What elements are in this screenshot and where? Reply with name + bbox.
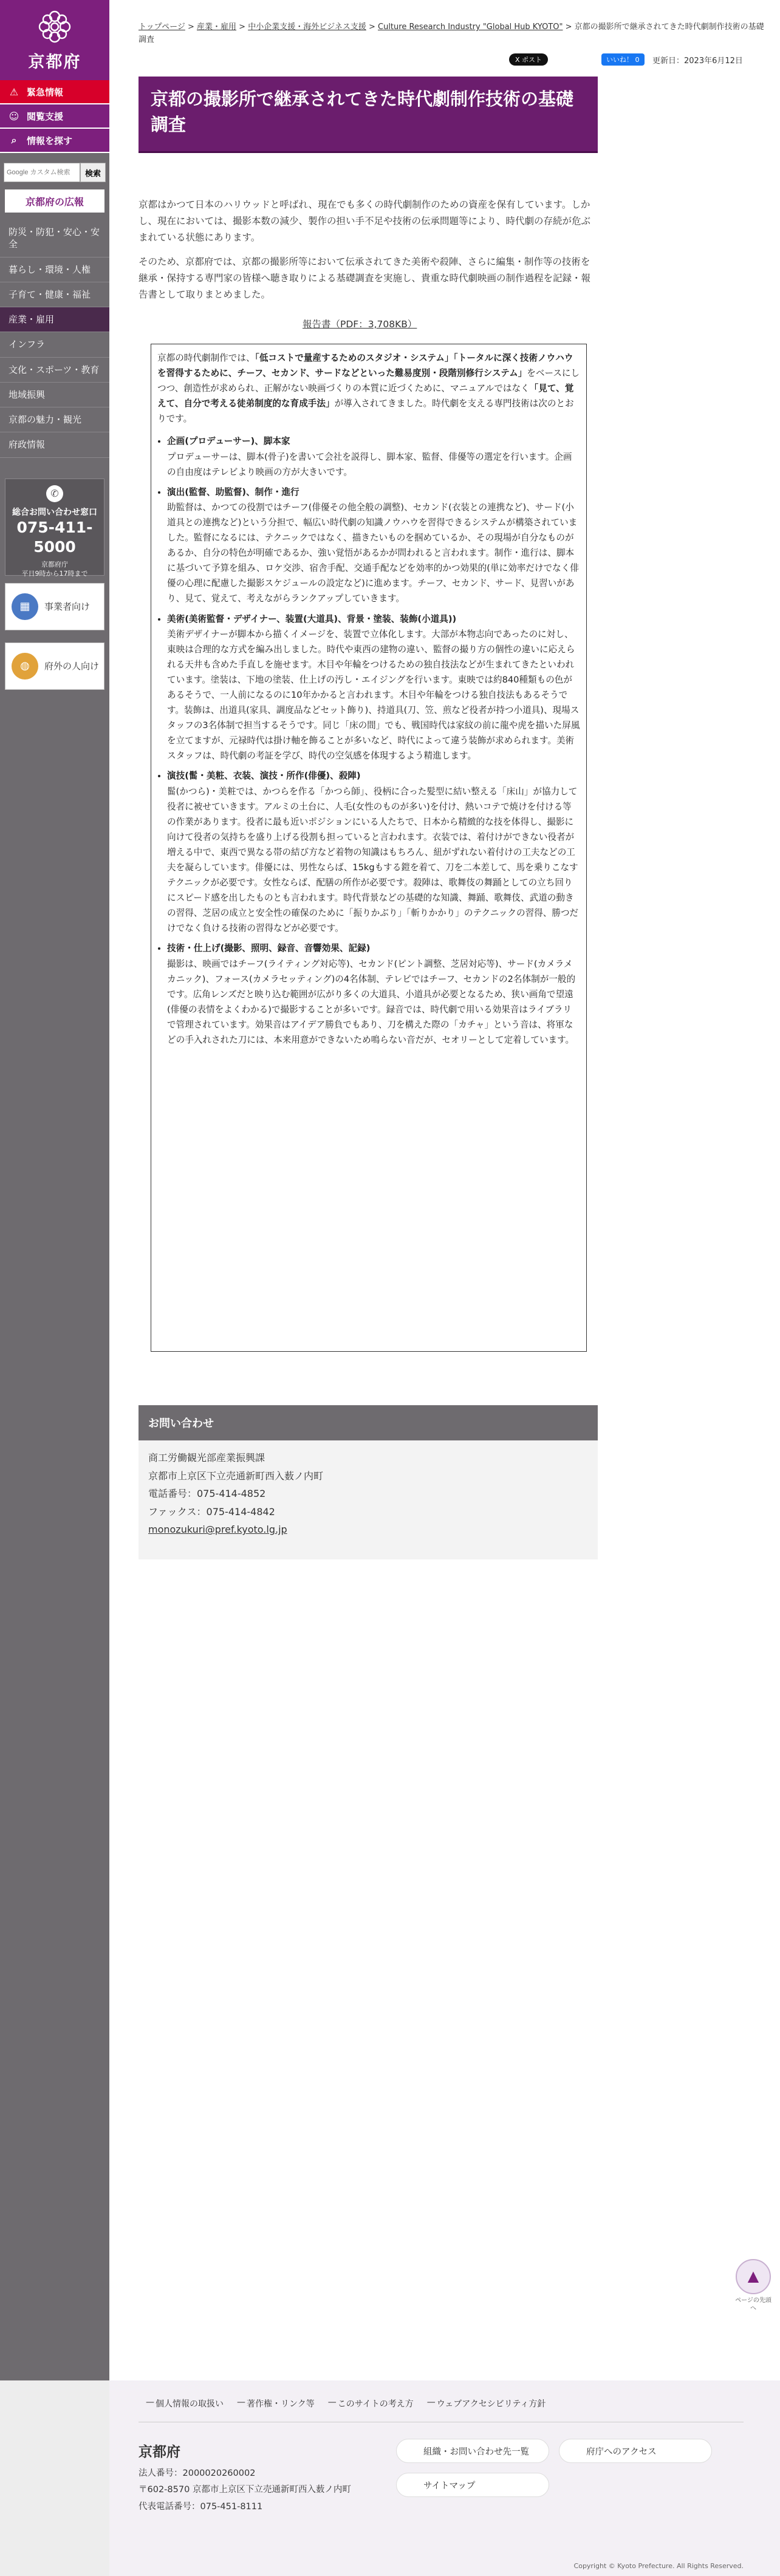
footer-link-policy[interactable]: — このサイトの考え方 (328, 2397, 414, 2410)
search-icon: ⌕ (11, 134, 17, 146)
category-living[interactable] (0, 257, 109, 282)
footer-links (146, 2397, 546, 2410)
sidebar (0, 0, 109, 2380)
report-pdf-link[interactable]: 報告書（PDF：3,708KB） (303, 319, 417, 330)
emergency-info-label: 緊急情報 (27, 86, 64, 98)
category-childcare[interactable] (0, 282, 109, 307)
item-body: プロデューサーは、脚本(骨子)を書いて会社を説得し、脚本家、監督、俳優等の選定を行います。企画の自由度はテレビより映画の方が大きいです。 (167, 451, 572, 477)
contact-note (5, 560, 104, 579)
footer-rep-tel: 代表電話番号：075-451-8111 (139, 2501, 263, 2512)
breadcrumb-top[interactable]: トップページ (139, 22, 185, 32)
sitemap-button[interactable]: サイトマップ (396, 2473, 549, 2497)
details-intro-emphasis: 「低コストで量産するためのスタジオ・システム」「トータルに深く技術ノウハウを習得するために、チーフ、セカンド、サードなどといった難易度別・段階別修行システム」 (157, 353, 573, 379)
page-title: 京都の撮影所で継承されてきた時代劇制作技術の基礎調査 (139, 77, 598, 153)
inquiry-department: 商工労働観光部産業振興課 (148, 1452, 265, 1463)
details-intro (157, 350, 580, 426)
footer-link-privacy[interactable]: — 個人情報の取扱い (146, 2397, 224, 2410)
category-nav (0, 220, 109, 458)
person-icon: ☺ (9, 110, 19, 122)
category-label: 文化・スポーツ・教育 (9, 364, 100, 375)
reading-support-label: 閲覧支援 (27, 111, 64, 122)
inquiry-heading: お問い合わせ (139, 1405, 598, 1440)
contact-note-hours: 平日9時から17時まで (21, 569, 88, 578)
main-content (109, 0, 780, 2380)
technique-list (157, 434, 580, 1048)
footer-organization (139, 2439, 351, 2515)
page-top-label: ページの先頭へ (735, 2297, 771, 2312)
for-business-link[interactable] (5, 583, 104, 630)
inquiry-info (139, 1440, 598, 1559)
inquiry-address: 京都市上京区下立売通新町西入薮ノ内町 (148, 1470, 324, 1482)
contact-number: 075-411-5000 (16, 518, 93, 556)
footer-link-copyright[interactable]: — 著作権・リンク等 (237, 2397, 315, 2410)
breadcrumb: トップページ > 産業・雇用 > 中小企業支援・海外ビジネス支援 > Culture Research Industry "Global Hub KYOTO" > 京都の撮影所で継承されてきた時代劇制作技術の基礎調査 (139, 22, 764, 45)
category-label: 暮らし・環境・人権 (9, 264, 91, 275)
public-relations-link[interactable]: 京都府の広報 (5, 189, 104, 213)
category-label: インフラ (9, 339, 46, 350)
details-intro-emphasis: 「見て、覚えて、自分で考える徒弟制度的な育成手法」 (157, 383, 574, 409)
page-top-button[interactable] (735, 2259, 771, 2312)
category-regional[interactable] (0, 383, 109, 407)
category-label: 子育て・健康・福祉 (9, 288, 91, 300)
item-body: 撮影は、映画ではチーフ(ライティング対応等)、セカンド(ピント調整、芝居対応等)、サード(カメラメカニック)、フォース(カメラセッティング)の4名体制、テレビではチーフ、セカンドの2名体制が一般的です。広角レンズだと映り込む範囲が広がり多くの大道具、小道具が必要となるため、狭い画角で望遠(俳優の表情をよくわかる)で撮影することが多いです。録音では、時代劇で用いる効果音はライブラリで管理されています。効果音はアイデア勝負でもあり、刀を構えた際の「カチャ」という音は、将軍などの手入れされた刀には、本来用意ができないため鳴らない音だが、セオリーとして定着しています。 (167, 958, 576, 1046)
details-intro-text: 京都の時代劇制作では、 (157, 353, 255, 363)
details-intro-text: が導入されてきました。時代劇を支える専門技術は次のとおりです。 (157, 398, 574, 424)
mascot-icon: ▲ (736, 2259, 771, 2294)
intro-paragraph: 京都はかつて日本のハリウッドと呼ばれ、現在でも多くの時代劇制作のための資産を保有しています。しかし、現在においては、撮影本数の減少、製作の担い手不足や技術の伝承問題等により、時代劇の存続が危ぶまれている状態にあります。 (139, 199, 591, 244)
item-heading: • 技術・仕上げ(撮影、照明、録音、音響効果、記録) (167, 943, 371, 954)
footer-link-accessibility[interactable]: — ウェブアクセシビリティ方針 (427, 2397, 546, 2410)
item-heading: • 企画(プロデューサー)、脚本家 (167, 436, 290, 447)
category-tourism[interactable] (0, 407, 109, 432)
globe-icon: ◍ (12, 653, 38, 680)
item-body: 髷(かつら)・美粧では、かつらを作る「かつら師」、役柄に合った髪型に結い整える「床山」が協力して役者に被せていきます。アルミの土台に、人毛(女性のものが多い)を付け、熱いコテで焼けを付ける等の作業があります。役者に最も近いポジションにいる人たちで、日本から精緻的な技を体得し、撮影に向けて役者の気持ちを盛り上げる役割も担っていると言われます。衣装では、着付けができない役者が増える中で、東西で異なる帯の結び方など着物の知識はもちろん、紐がずれない着付けの工夫などの工夫を凝らしています。俳優には、男性ならば、15kgもする鎧を着て、刀を二本差して、馬を乗りこなすテクニックが必要です。女性ならば、配膳の所作が必要です。殺陣は、歌舞伎の舞踊としての立ち回りにスピード感を出したものとも言われます。時代背景などの基礎的な知識、舞踊、歌舞伎、武道の動きの習得、芝居の成立と安全性の確保のために「振りかぶり」「斬りかかり」のテクニックの習得、勝つだけでなく負ける技術の習得などが必要です。 (167, 786, 579, 934)
site-logo[interactable] (0, 0, 109, 80)
category-industry[interactable] (0, 307, 109, 332)
find-info-label: 情報を探す (27, 135, 73, 146)
kyoto-crest-icon (36, 9, 73, 45)
phone-icon: ✆ (46, 485, 63, 502)
breadcrumb-current: 京都の撮影所で継承されてきた時代劇制作技術の基礎調査 (139, 22, 764, 45)
list-item (167, 434, 580, 479)
footer-name: 京都府 (139, 2444, 180, 2460)
footer (109, 2380, 780, 2576)
site-name: 京都府 (28, 52, 81, 72)
technique-details (151, 344, 587, 1352)
for-visitors-link[interactable] (5, 642, 104, 690)
inquiry-email-link[interactable]: monozukuri@pref.kyoto.lg.jp (148, 1524, 287, 1536)
inquiry-tel: 電話番号：075-414-4852 (148, 1488, 266, 1500)
item-heading: • 演出(監督、助監督)、制作・進行 (167, 486, 299, 497)
category-label: 地域振興 (9, 389, 46, 400)
find-info-button[interactable] (0, 129, 109, 153)
emergency-info-button[interactable] (0, 80, 109, 104)
org-list-button[interactable]: 組織・お問い合わせ先一覧 (396, 2439, 549, 2463)
category-label: 府政情報 (9, 439, 46, 451)
business-icon: ▦ (12, 593, 38, 620)
copyright: Copyright © Kyoto Prefecture. All Rights Reserved. (573, 2562, 744, 2570)
share-buttons (509, 53, 645, 66)
intro-paragraph: そのため、京都府では、京都の撮影所等において伝承されてきた美術や殺陣、さらに編集・制作等の技術を継承・保持する専門家の皆様へ聴き取りによる基礎調査を実施し、貴重な時代劇映画の制作過程を記録・報告書として取りまとめました。 (139, 256, 591, 301)
category-government[interactable] (0, 432, 109, 457)
item-heading: • 美術(美術監督・デザイナー、装置(大道具)、背景・塗装、装飾(小道具)) (167, 613, 457, 624)
access-button[interactable]: 府庁へのアクセス (559, 2439, 712, 2463)
item-body: 美術デザイナーが脚本から描くイメージを、装置で立体化します。大部が本物志向であったのに対し、東映は合理的な方式を編み出しました。時代や東西の建物の違い、監督の撮り方の個性の違いに応えられる天井も含めた手直しを施せます。木目や年輪をつけるための独自技法などが生まれてきたといわれています。塗装は、下地の塗装、仕上げの汚し・エイジングを行います。東映では約840種類もの色があるそうで、一人前になるのに10年かかると言われます。木目や年輪をつける独自技法もあるそうです。装飾は、出道具(家具、調度品などセット飾り)、持道具(刀、笠、煎など役者が持つ小道具)、現場スタッフの3名体制で担当するそうです。同じ「床の間」でも、戦国時代は家紋の前に龍や虎を描いた屏風を立てますが、元禄時代は掛け軸を飾ることが多いなど、時代によって違う装飾が求められます。美術スタッフは、時代劇の考証を学び、時代の空気感を体現するよう精進します。 (167, 629, 580, 762)
category-label: 産業・雇用 (9, 314, 55, 325)
category-label: 防災・防犯・安心・安全 (9, 227, 100, 250)
item-body: 助監督は、かつての役割ではチーフ(俳優その他全般の調整)、セカンド(衣装との連携など)、サード(小道具との連携など)という分担で、幅広い時代劇の知識ノウハウを習得できるシステムが構築されていました。監督になるには、テクニックではなく、描きたいものを掴めているか、その現場が自分なものがあるか、自分の特色が明確であるか、強い覚悟があるかが問われると言われます。制作・進行は、脚本に基づいて予算を組み、ロケ交渉、宿舎手配、交通手配などを効率的かつ効果的(単に効率だけでなく俳優の心理に配慮した撮影スケジュールの設定など)に進めます。チーフ、セカンド、サード、見習いがあり、見て、覚えて、考えながらランクアップしていきます。 (167, 502, 579, 604)
warning-icon: ⚠ (9, 86, 19, 98)
for-visitors-label: 府外の人向け (44, 661, 100, 672)
category-infrastructure[interactable] (0, 332, 109, 357)
search-button[interactable]: 検索 (80, 163, 106, 182)
footer-corp-number: 法人番号：2000020260002 (139, 2468, 256, 2478)
breadcrumb-sme-support[interactable]: 中小企業支援・海外ビジネス支援 (248, 22, 366, 32)
updated-date: 更新日：2023年6月12日 (652, 56, 743, 66)
contact-label: 総合お問い合わせ窓口 (12, 507, 97, 517)
footer-address: 〒602-8570 京都市上京区下立売通新町西入薮ノ内町 (139, 2485, 351, 2495)
list-item (167, 485, 580, 607)
category-safety[interactable] (0, 220, 109, 257)
item-heading: • 演技(髷・美粧、衣装、演技・所作(俳優)、殺陣) (167, 771, 361, 782)
inquiry-fax: ファックス：075-414-4842 (148, 1505, 275, 1518)
details-intro-text: をベースにしつつ、創造性が求められ、正解がない映画づくりの本質に近づくために、マニュアルではなく (157, 368, 580, 394)
breadcrumb-industry[interactable]: 産業・雇用 (197, 22, 237, 32)
for-business-label: 事業者向け (44, 601, 91, 612)
list-item (167, 941, 580, 1048)
category-label: 京都の魅力・観光 (9, 414, 82, 425)
x-post-button[interactable]: X ポスト (509, 53, 548, 66)
breadcrumb-global-hub[interactable]: Culture Research Industry "Global Hub KYOTO" (378, 22, 563, 32)
search-input[interactable] (4, 163, 80, 182)
contact-center[interactable] (5, 479, 104, 576)
site-search (4, 163, 106, 182)
reading-support-button[interactable] (0, 104, 109, 129)
facebook-like-button[interactable]: いいね！ 0 (601, 53, 645, 66)
list-item (167, 612, 580, 764)
category-culture[interactable] (0, 358, 109, 383)
list-item (167, 768, 580, 936)
contact-note-office: 京都府庁 (41, 560, 68, 568)
